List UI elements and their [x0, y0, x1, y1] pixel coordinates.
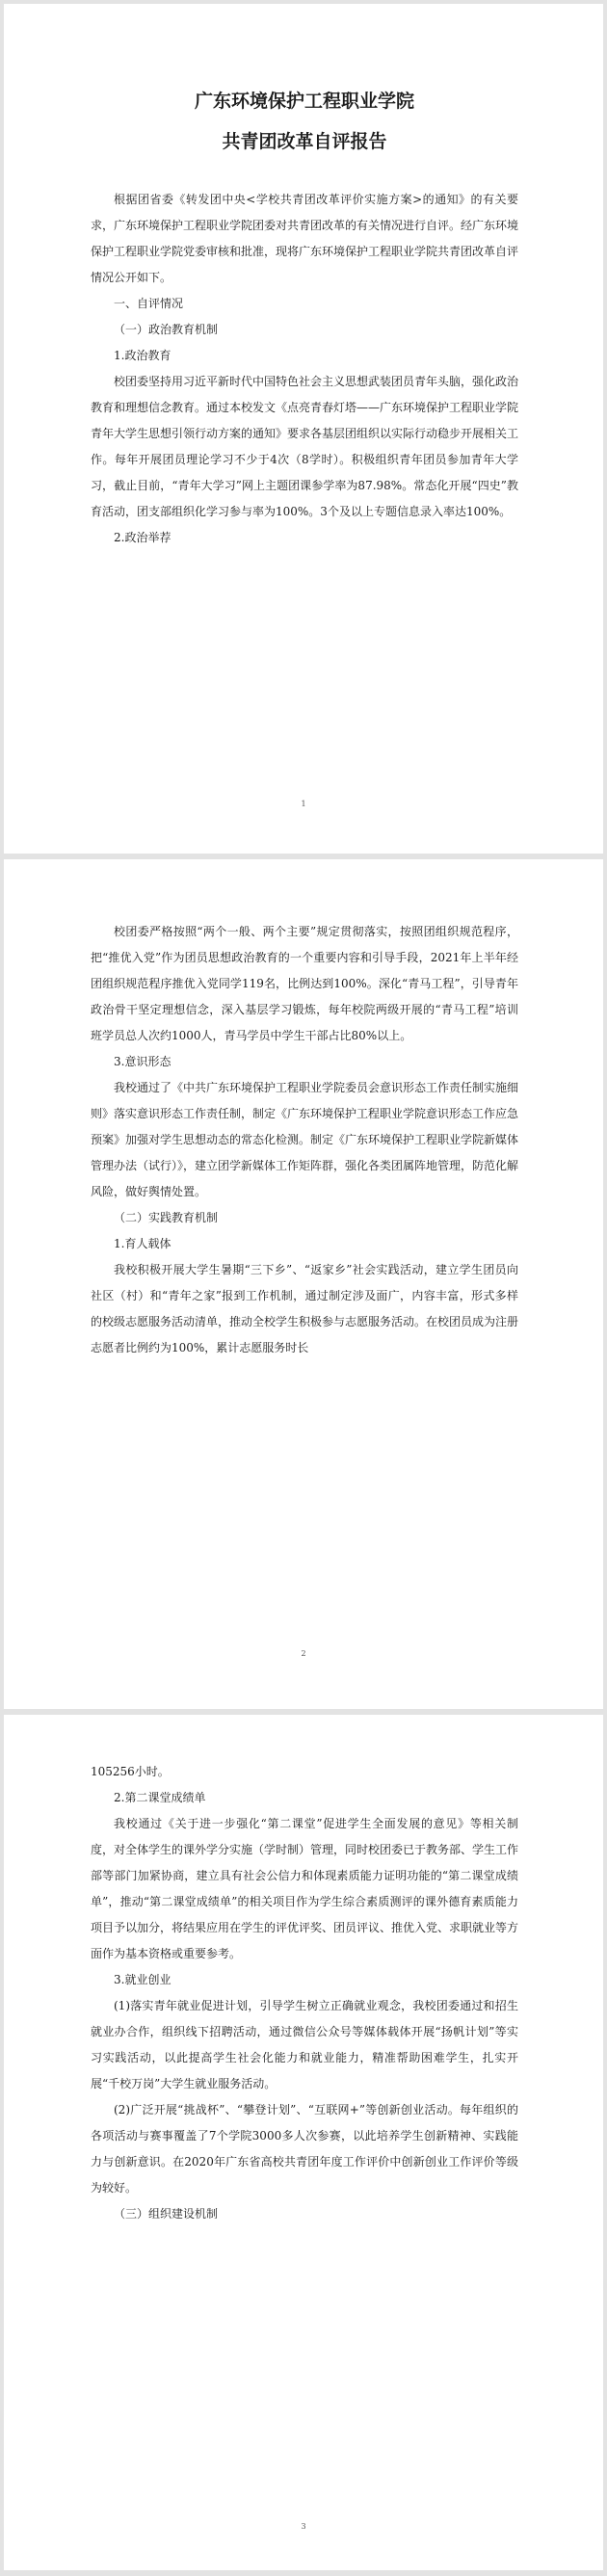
item-heading-political-education: 1.政治教育 — [114, 349, 172, 362]
item-heading-education-carrier: 1.育人载体 — [114, 1237, 172, 1250]
page-3-content — [91, 1715, 518, 2227]
item-heading-political-recommendation: 2.政治举荐 — [114, 531, 172, 544]
item-heading-ideology: 3.意识形态 — [114, 1055, 172, 1068]
paragraph-political-education: 校团委坚持用习近平新时代中国特色社会主义思想武装团员青年头脑，强化政治教育和理想信念教育。通过本校发文《点亮青春灯塔——广东环境保护工程职业学院青年大学生思想引领行动方案的通知》要求各基层团组织以实际行动稳步开展相关工作。每年开展团员理论学习不少于4次（8学时）。积极组织青年团员参加青年大学习，截止目前，“青年大学习”网上主题团课参学率为87.98%。常态化开展“四史”教育活动，团支部组织化学习参与率为100%。3个及以上专题信息录入率达100%。 — [91, 375, 519, 518]
page-number: 1 — [301, 800, 306, 808]
document-title-line2: 共青团改革自评报告 — [222, 131, 387, 152]
document-page-3 — [4, 1715, 603, 2570]
subsection-heading-practice-education: （二）实践教育机制 — [114, 1211, 219, 1224]
page-number: 3 — [301, 2522, 306, 2531]
subsection-heading-political-education: （一）政治教育机制 — [114, 323, 219, 336]
intro-paragraph: 根据团省委《转发团中央<学校共青团改革评价实施方案>的通知》的有关要求，广东环境保护工程职业学院团委对共青团改革的有关情况进行自评。经广东环境保护工程职业学院党委审核和批准，现将广东环境保护工程职业学院共青团改革自评情况公开如下。 — [91, 193, 519, 284]
document-page-1 — [4, 4, 603, 854]
paragraph-education-carrier: 我校积极开展大学生暑期“三下乡”、“返家乡”社会实践活动，建立学生团员向社区（村）和“青年之家”报到工作机制，通过制定涉及面广，内容丰富，形式多样的校级志愿服务活动清单，推动全校学生积极参与志愿服务活动。在校团员成为注册志愿者比例约为100%，累计志愿服务时长 — [91, 1263, 519, 1354]
paragraph-employment-1: (1)落实青年就业促进计划，引导学生树立正确就业观念，我校团委通过和招生就业办合作，组织线下招聘活动，通过微信公众号等媒体载体开展“扬帆计划”等实习实践活动，以此提高学生社会化能力和就业能力，精准帮助困难学生，扎实开展“千校万岗”大学生就业服务活动。 — [91, 1999, 518, 2090]
document-title-line1: 广东环境保护工程职业学院 — [194, 91, 414, 112]
paragraph-political-recommendation: 校团委严格按照“两个一般、两个主要”规定贯彻落实，按照团组织规范程序，把“推优入党”作为团员思想政治教育的一个重要内容和引导手段，2021年上半年经团组织规范程序推优入党同学119名，比例达到100%。深化“青马工程”，引导青年政治骨干坚定理想信念，深入基层学习锻炼，每年校院两级开展的“青马工程”培训班学员总人次约1000人，青马学员中学生干部占比80%以上。 — [91, 925, 518, 1042]
item-heading-second-classroom: 2.第二课堂成绩单 — [114, 1791, 206, 1804]
section-heading-self-evaluation: 一、自评情况 — [114, 297, 184, 310]
subsection-heading-organization: （三）组织建设机制 — [114, 2207, 219, 2221]
item-heading-employment: 3.就业创业 — [114, 1973, 172, 1986]
paragraph-employment-2: (2)广泛开展“挑战杯”、“攀登计划”、“互联网+”等创新创业活动。每年组织的各项活动与赛事覆盖了7个学院3000多人次参赛，以此培养学生创新精神、实践能力与创新意识。在2020年广东省高校共青团年度工作评价中创新创业工作评价等级为较好。 — [91, 2103, 518, 2195]
page-2-content — [91, 859, 518, 1361]
page-number: 2 — [301, 1649, 306, 1658]
document-page-2 — [4, 859, 603, 1709]
paragraph-second-classroom: 我校通过《关于进一步强化“第二课堂”促进学生全面发展的意见》等相关制度，对全体学生的课外学分实施（学时制）管理，同时校团委已于教务部、学生工作部等部门加紧协商，建立具有社会公信力和体现素质能力证明功能的“第二课堂成绩单”，推动“第二课堂成绩单”的相关项目作为学生综合素质测评的课外德育素质能力项目予以加分，将结果应用在学生的评优评奖、团员评议、推优入党、求职就业等方面作为基本资格或重要参考。 — [91, 1817, 519, 1960]
paragraph-volunteer-hours: 105256小时。 — [91, 1765, 170, 1778]
page-1-content — [91, 187, 518, 551]
paragraph-ideology: 我校通过了《中共广东环境保护工程职业学院委员会意识形态工作责任制实施细则》落实意识形态工作责任制，制定《广东环境保护工程职业学院意识形态工作应急预案》加强对学生思想动态的常态化检测。制定《广东环境保护工程职业学院新媒体管理办法（试行）》，建立团学新媒体工作矩阵群，强化各类团属阵地管理，防范化解风险，做好舆情处置。 — [91, 1081, 519, 1198]
